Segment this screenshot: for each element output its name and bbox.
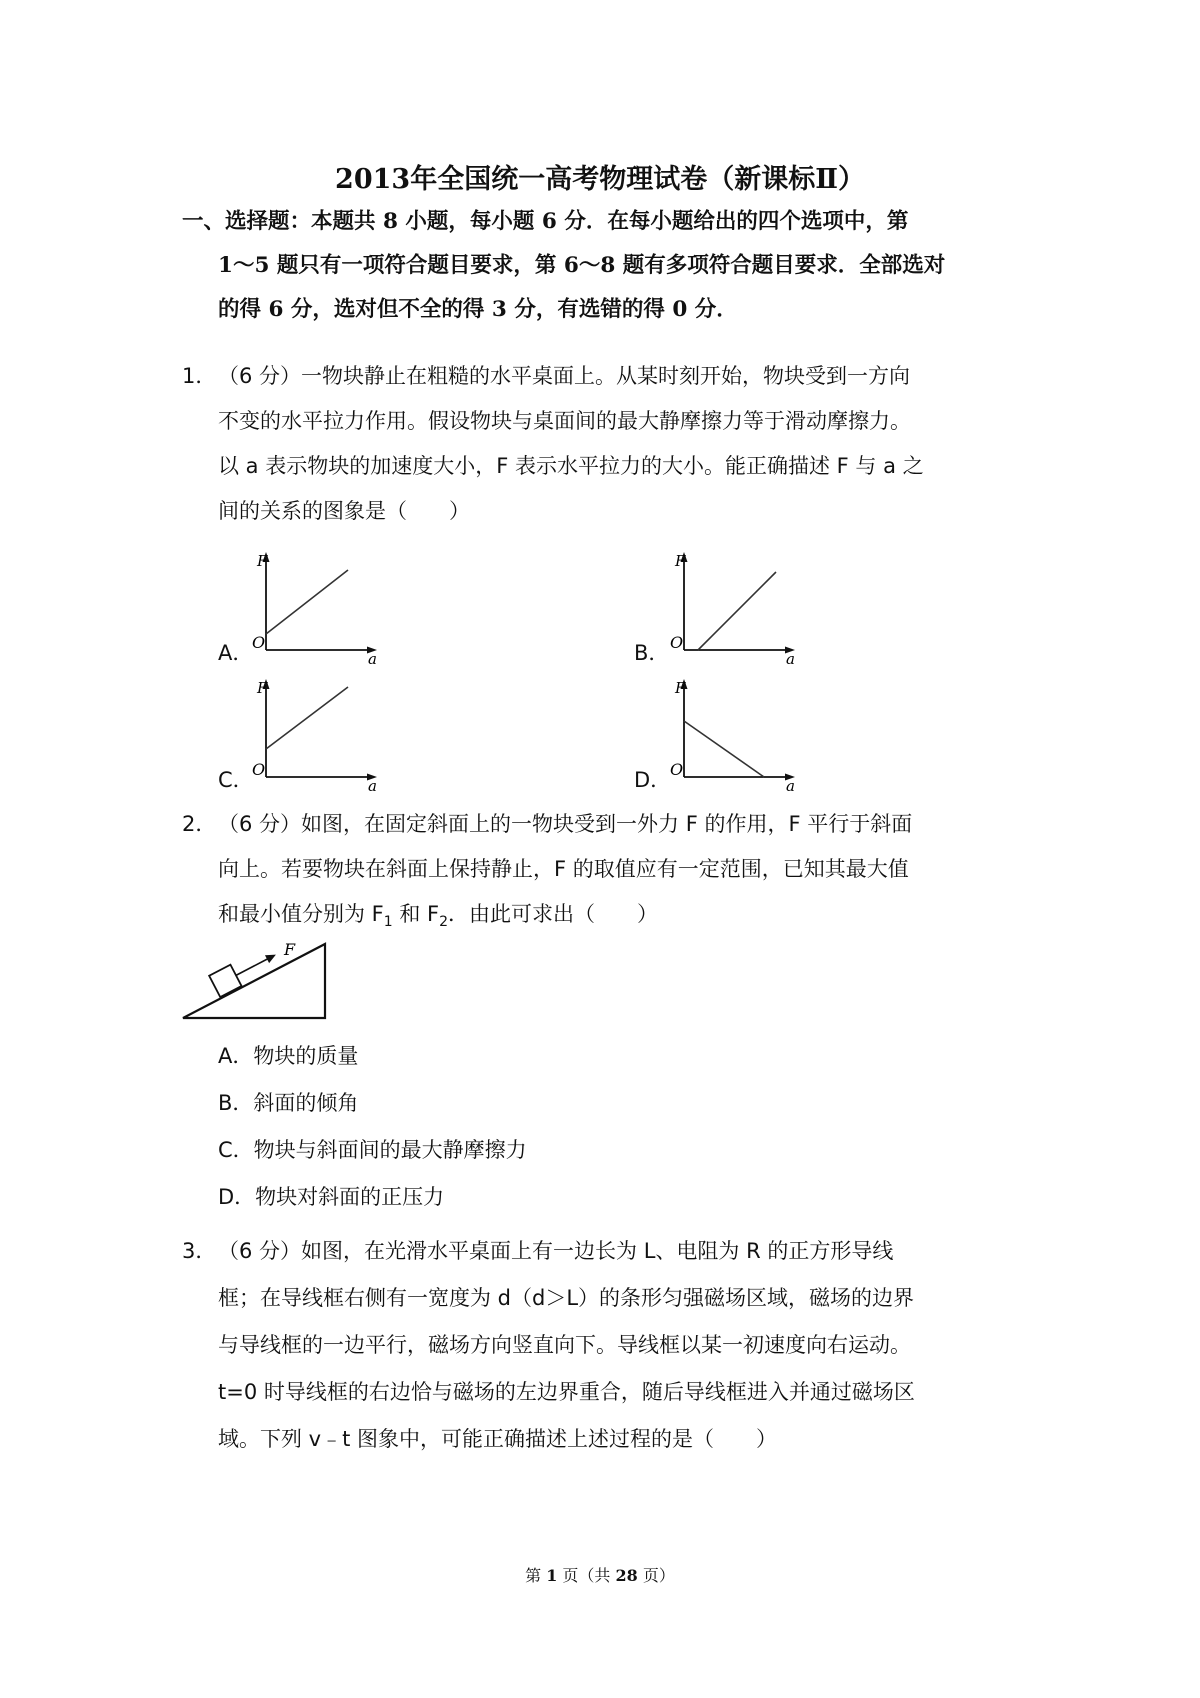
graph-option-a: [250, 550, 380, 665]
section-line: 1～5 题只有一项符合题目要求，第 6～8 题有多项符合题目要求．全部选对: [218, 253, 946, 278]
page-footer: [0, 1563, 1200, 1586]
footer-text: 页（共: [557, 1566, 616, 1585]
option-c-label: C．: [218, 768, 254, 792]
question-number: 2．: [182, 812, 217, 836]
question-number: 3．: [182, 1239, 217, 1263]
question-text: t=0 时导线框的右边恰与磁场的左边界重合，随后导线框进入并通过磁场区: [218, 1380, 915, 1404]
origin-label: O: [252, 760, 266, 779]
question-text: 间的关系的图象是（ ）: [218, 499, 470, 523]
current-page: 1: [546, 1566, 558, 1585]
option-b: B．斜面的倾角: [218, 1091, 359, 1115]
question-text: 与导线框的一边平行，磁场方向竖直向下。导线框以某一初速度向右运动。: [218, 1333, 911, 1357]
option-d: D．物块对斜面的正压力: [218, 1185, 445, 1209]
text-run: 和 F: [392, 902, 440, 926]
axis-label-x: a: [786, 650, 795, 665]
graph-option-b: [668, 550, 798, 665]
option-b-label: B．: [634, 641, 670, 665]
footer-text: 第: [525, 1566, 547, 1585]
origin-label: O: [670, 760, 684, 779]
question-text: （6 分）如图，在固定斜面上的一物块受到一外力 F 的作用，F 平行于斜面: [218, 812, 913, 836]
graph-option-d: [668, 677, 798, 792]
total-pages: 28: [615, 1566, 638, 1585]
option-c: C．物块与斜面间的最大静摩擦力: [218, 1138, 527, 1162]
axis-label-x: a: [786, 777, 795, 792]
force-label: F: [284, 940, 296, 959]
subscript: 2: [439, 914, 449, 931]
incline-figure: [180, 938, 340, 1020]
section-line: 的得 6 分，选对但不全的得 3 分，有选错的得 0 分．: [218, 297, 738, 322]
question-number: 1．: [182, 364, 217, 388]
text-run: 和最小值分别为 F: [218, 902, 384, 926]
question-text: [218, 898, 658, 930]
question-text: 向上。若要物块在斜面上保持静止，F 的取值应有一定范围，已知其最大值: [218, 857, 909, 881]
option-a-label: A．: [218, 641, 254, 665]
question-text: 以 a 表示物块的加速度大小，F 表示水平拉力的大小。能正确描述 F 与 a 之: [218, 454, 924, 478]
footer-text: 页）: [637, 1566, 675, 1585]
page-title: 2013年全国统一高考物理试卷（新课标Ⅱ）: [335, 164, 865, 195]
text-run: ．由此可求出（ ）: [448, 902, 659, 926]
question-text: （6 分）如图，在光滑水平桌面上有一边长为 L、电阻为 R 的正方形导线: [218, 1239, 894, 1263]
option-d-label: D．: [634, 768, 672, 792]
axis-label-y: F: [257, 679, 268, 697]
option-a: A．物块的质量: [218, 1044, 359, 1068]
origin-label: O: [252, 633, 266, 652]
axis-label-y: F: [675, 679, 686, 697]
question-text: 域。下列 v﹣t 图象中，可能正确描述上述过程的是（ ）: [218, 1427, 778, 1451]
subscript: 1: [383, 914, 393, 931]
question-text: 不变的水平拉力作用。假设物块与桌面间的最大静摩擦力等于滑动摩擦力。: [218, 409, 911, 433]
section-line: 一、选择题：本题共 8 小题，每小题 6 分．在每小题给出的四个选项中，第: [182, 209, 909, 234]
axis-label-y: F: [675, 552, 686, 570]
axis-label-x: a: [368, 650, 377, 665]
origin-label: O: [670, 633, 684, 652]
axis-label-x: a: [368, 777, 377, 792]
graph-option-c: [250, 677, 380, 792]
question-text: 框；在导线框右侧有一宽度为 d（d＞L）的条形匀强磁场区域，磁场的边界: [218, 1286, 915, 1310]
axis-label-y: F: [257, 552, 268, 570]
question-text: （6 分）一物块静止在粗糙的水平桌面上。从某时刻开始，物块受到一方向: [218, 364, 911, 388]
